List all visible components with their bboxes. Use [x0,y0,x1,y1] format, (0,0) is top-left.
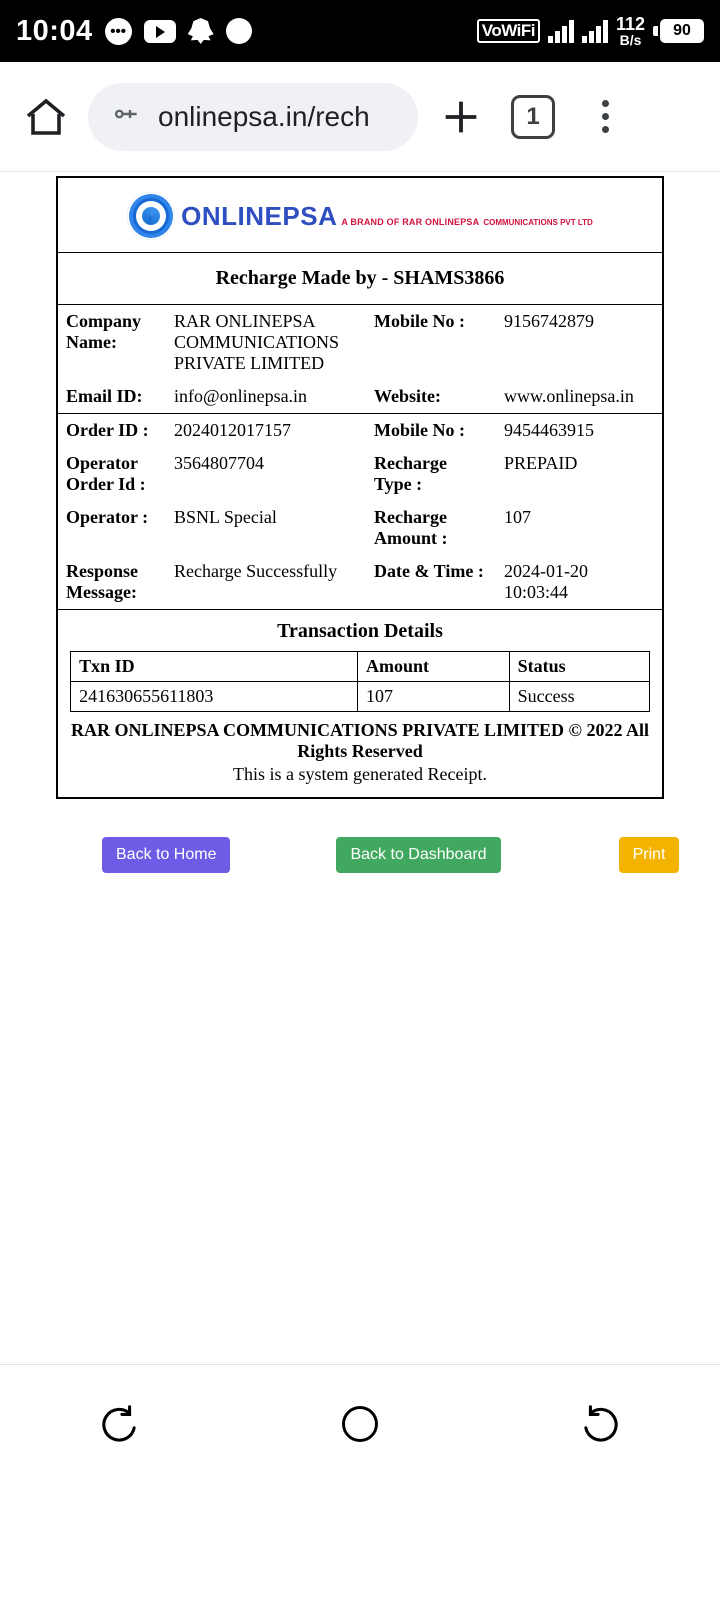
signal-sim1-icon [548,19,574,43]
back-to-home-button[interactable]: Back to Home [102,837,230,873]
customer-mobile-value: 9454463915 [504,420,594,440]
logo-tagline-2: COMMUNICATIONS PVT LTD [483,218,593,227]
status-clock: 10:04 [16,14,93,47]
recharge-made-by: Recharge Made by - SHAMS3866 [58,253,662,305]
website-value: www.onlinepsa.in [496,380,662,414]
recharge-type-label: Recharge Type : [374,453,447,494]
vowifi-indicator: VoWiFi [477,19,540,43]
logo-name: ONLINEPSA [181,201,338,231]
url-text: onlinepsa.in/rech [158,100,370,132]
order-info-table [58,414,662,610]
circle-app-icon [226,18,252,44]
browser-toolbar [0,62,720,172]
battery-level: 90 [660,19,704,43]
snapchat-icon [188,18,214,44]
table-row [71,682,650,712]
site-settings-icon[interactable] [110,98,142,135]
home-circle-icon[interactable] [328,1392,392,1456]
kebab-menu-icon[interactable] [576,88,634,146]
back-icon[interactable] [568,1392,632,1456]
company-mobile-label: Mobile No : [374,311,465,331]
omnibox[interactable] [88,83,418,151]
signal-sim2-icon [582,19,608,43]
amount-cell: 107 [357,682,509,712]
txn-id-cell: 241630655611803 [71,682,358,712]
battery-indicator [653,19,704,43]
txn-id-header: Txn ID [71,652,358,682]
status-bar [0,0,720,62]
operator-label: Operator : [66,507,149,527]
customer-mobile-label: Mobile No : [374,420,465,440]
email-value: info@onlinepsa.in [166,380,366,414]
table-row [58,501,662,555]
order-id-label: Order ID : [66,420,149,440]
company-name-value: RAR ONLINEPSA COMMUNICATIONS PRIVATE LIMITED [174,311,340,373]
youtube-icon [144,20,176,43]
order-id-value: 2024012017157 [174,420,291,440]
recharge-amount-label: Recharge Amount : [374,507,448,548]
company-info-table [58,305,662,414]
company-name-label: Company Name: [66,311,142,352]
onlinepsa-logo-icon [127,192,175,240]
date-time-value: 2024-01-20 10:03:44 [496,555,662,610]
transaction-details-title: Transaction Details [277,620,443,642]
network-speed-value: 112 [615,14,645,34]
table-row [58,555,662,610]
copyright-note: RAR ONLINEPSA COMMUNICATIONS PRIVATE LIMITED © 2022 All Rights Reserved [70,720,649,761]
print-button[interactable]: Print [619,837,680,873]
response-message-value: Recharge Successfully [166,555,366,610]
receipt-logo [58,178,662,253]
table-row [58,447,662,501]
operator-order-id-label: Operator Order Id : [66,453,146,494]
tab-count: 1 [511,95,555,139]
back-to-dashboard-button[interactable]: Back to Dashboard [336,837,500,873]
recharge-type-value: PREPAID [504,453,578,473]
website-label: Website: [366,380,496,414]
action-buttons [56,837,664,873]
status-bar-right [477,15,704,47]
table-header-row [71,652,650,682]
network-speed-unit: B/s [619,32,642,48]
amount-header: Amount [357,652,509,682]
tab-switcher-button[interactable] [504,88,562,146]
date-time-label: Date & Time : [366,555,496,610]
transaction-table [70,651,650,712]
web-page [0,172,720,1482]
table-row [58,380,662,414]
recents-icon[interactable] [88,1392,152,1456]
system-nav-bar [0,1364,720,1482]
chat-dots-icon: ••• [105,18,132,45]
home-icon[interactable] [18,89,74,145]
status-header: Status [509,652,649,682]
system-generated-note: This is a system generated Receipt. [233,764,487,784]
plus-icon[interactable] [432,88,490,146]
operator-value: BSNL Special [174,507,277,527]
status-bar-left [16,15,252,48]
receipt-card [56,176,664,799]
operator-order-id-value: 3564807704 [174,453,264,473]
status-cell: Success [509,682,649,712]
table-row [58,414,662,447]
recharge-amount-value: 107 [504,507,531,527]
table-row [58,305,662,380]
network-speed [616,15,645,47]
email-label: Email ID: [58,380,166,414]
response-message-label: Response Message: [58,555,166,610]
logo-tagline-1: A BRAND OF RAR ONLINEPSA [341,217,480,227]
company-mobile-value: 9156742879 [504,311,594,331]
